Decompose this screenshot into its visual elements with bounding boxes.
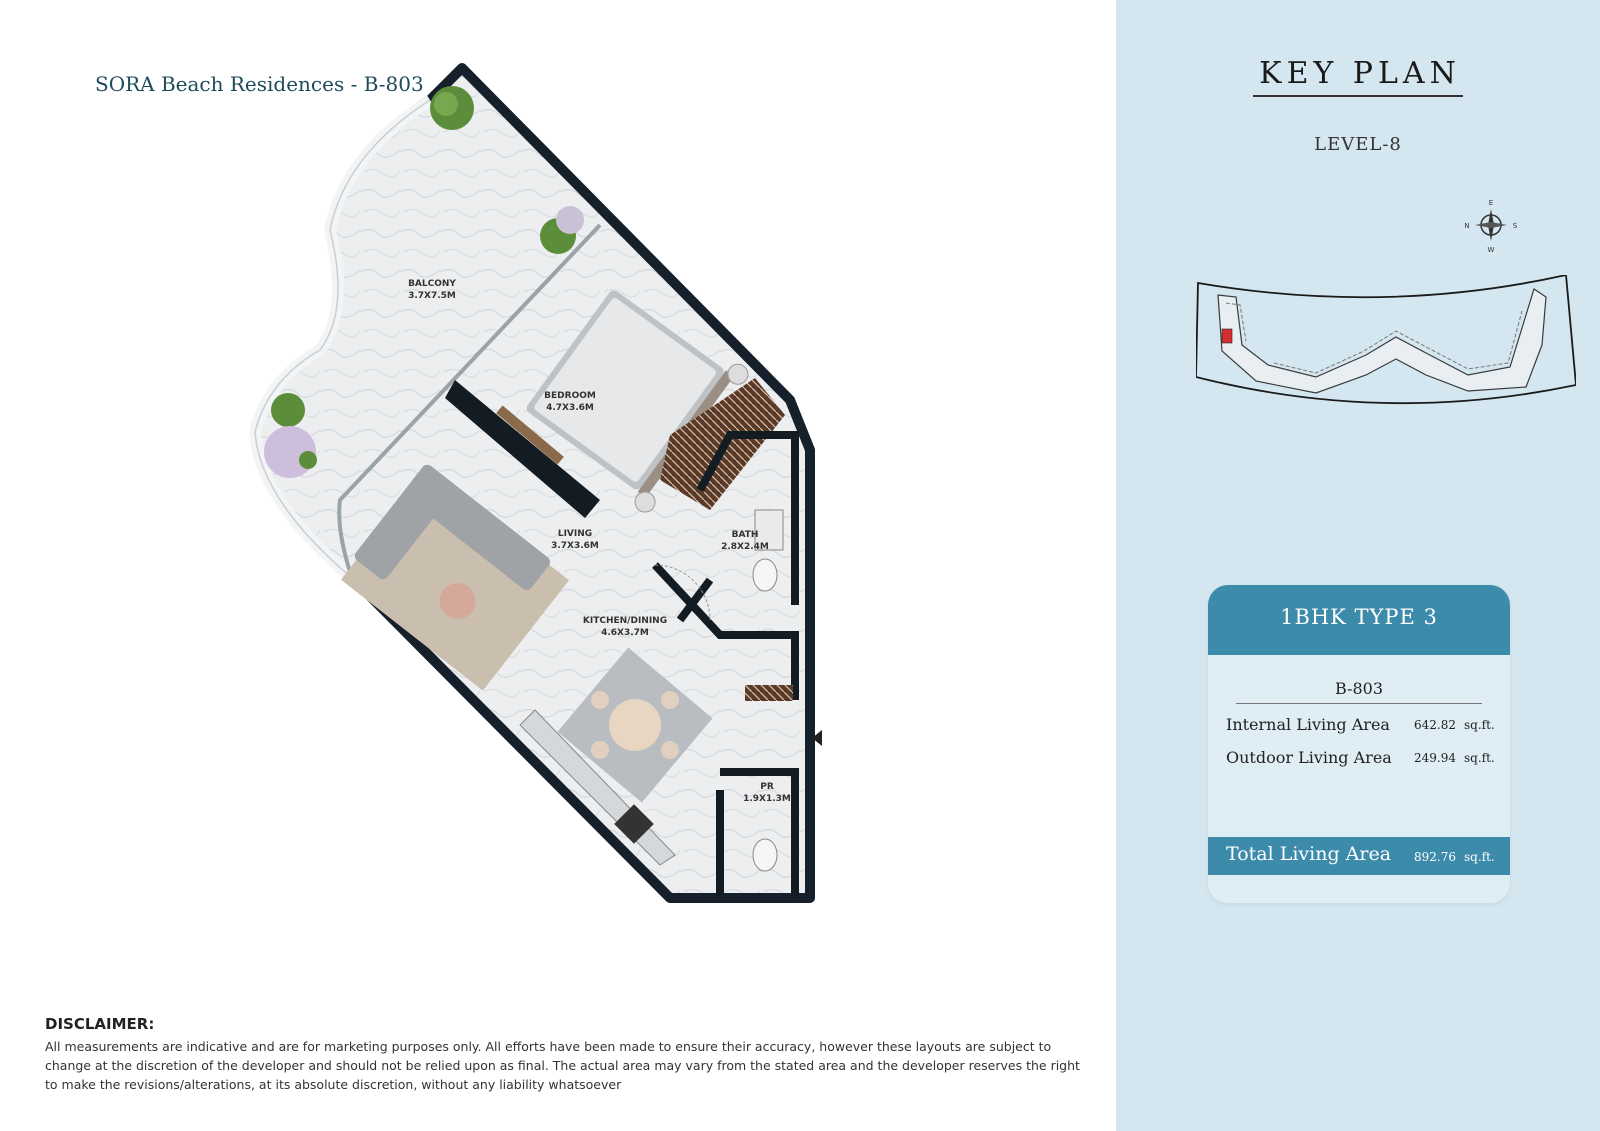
svg-text:N: N (1464, 222, 1470, 230)
room-size-bath: 2.8X2.4M (721, 542, 769, 552)
total-area-value: 892.76 (1414, 850, 1456, 864)
level-label: LEVEL-8 (1314, 134, 1402, 155)
key-plan-title: KEY PLAN (1116, 56, 1600, 91)
document-title: SORA Beach Residences - B-803 (95, 72, 424, 96)
internal-area-row (1208, 715, 1510, 737)
outdoor-area-label: Outdoor Living Area (1226, 748, 1392, 767)
floor-plan (240, 60, 860, 930)
unit-number: B-803 (1236, 679, 1482, 704)
internal-area-label: Internal Living Area (1226, 715, 1390, 734)
internal-area-unit: sq.ft. (1464, 718, 1495, 732)
room-label-living: LIVING (557, 529, 593, 539)
room-size-bedroom: 4.7X3.6M (546, 403, 594, 413)
svg-text:W: W (1487, 246, 1495, 254)
total-area-unit: sq.ft. (1464, 850, 1495, 864)
room-size-pr: 1.9X1.3M (743, 794, 791, 804)
room-size-living: 3.7X3.6M (551, 541, 599, 551)
unit-info-card (1208, 585, 1510, 903)
site-key-plan (1196, 275, 1576, 425)
total-area-row (1208, 837, 1510, 875)
key-plan-panel (1116, 0, 1600, 1131)
room-size-balcony: 3.7X7.5M (408, 291, 456, 301)
outdoor-area-row (1208, 748, 1510, 770)
room-label-bedroom: BEDROOM (544, 391, 596, 401)
room-size-kitchen: 4.6X3.7M (601, 628, 649, 638)
outdoor-area-value: 249.94 (1414, 751, 1456, 765)
unit-highlight (1222, 329, 1232, 343)
unit-type: 1BHK TYPE 3 (1208, 585, 1510, 655)
room-label-kitchen: KITCHEN/DINING (582, 616, 668, 626)
total-area-label: Total Living Area (1226, 843, 1392, 865)
disclaimer (45, 1015, 1085, 1094)
outdoor-area-unit: sq.ft. (1464, 751, 1495, 765)
internal-area-value: 642.82 (1414, 718, 1456, 732)
disclaimer-text: All measurements are indicative and are for marketing purposes only. All efforts have been made to ensure their accuracy, however these layouts are subject to change at the discretion of the developer and should not be relied upon as final. The actual area may vary from the stated area and the developer reserves the right to make the revisions/alterations, at its absolute discretion, without any liability whatsoever (45, 1039, 1080, 1092)
svg-text:S: S (1512, 222, 1518, 230)
compass-icon (1461, 195, 1521, 255)
room-label-bath: BATH (731, 530, 759, 540)
svg-text:E: E (1488, 199, 1494, 207)
disclaimer-title: DISCLAIMER: (45, 1015, 155, 1033)
room-label-pr: PR (760, 782, 774, 792)
room-label-balcony: BALCONY (408, 279, 456, 289)
